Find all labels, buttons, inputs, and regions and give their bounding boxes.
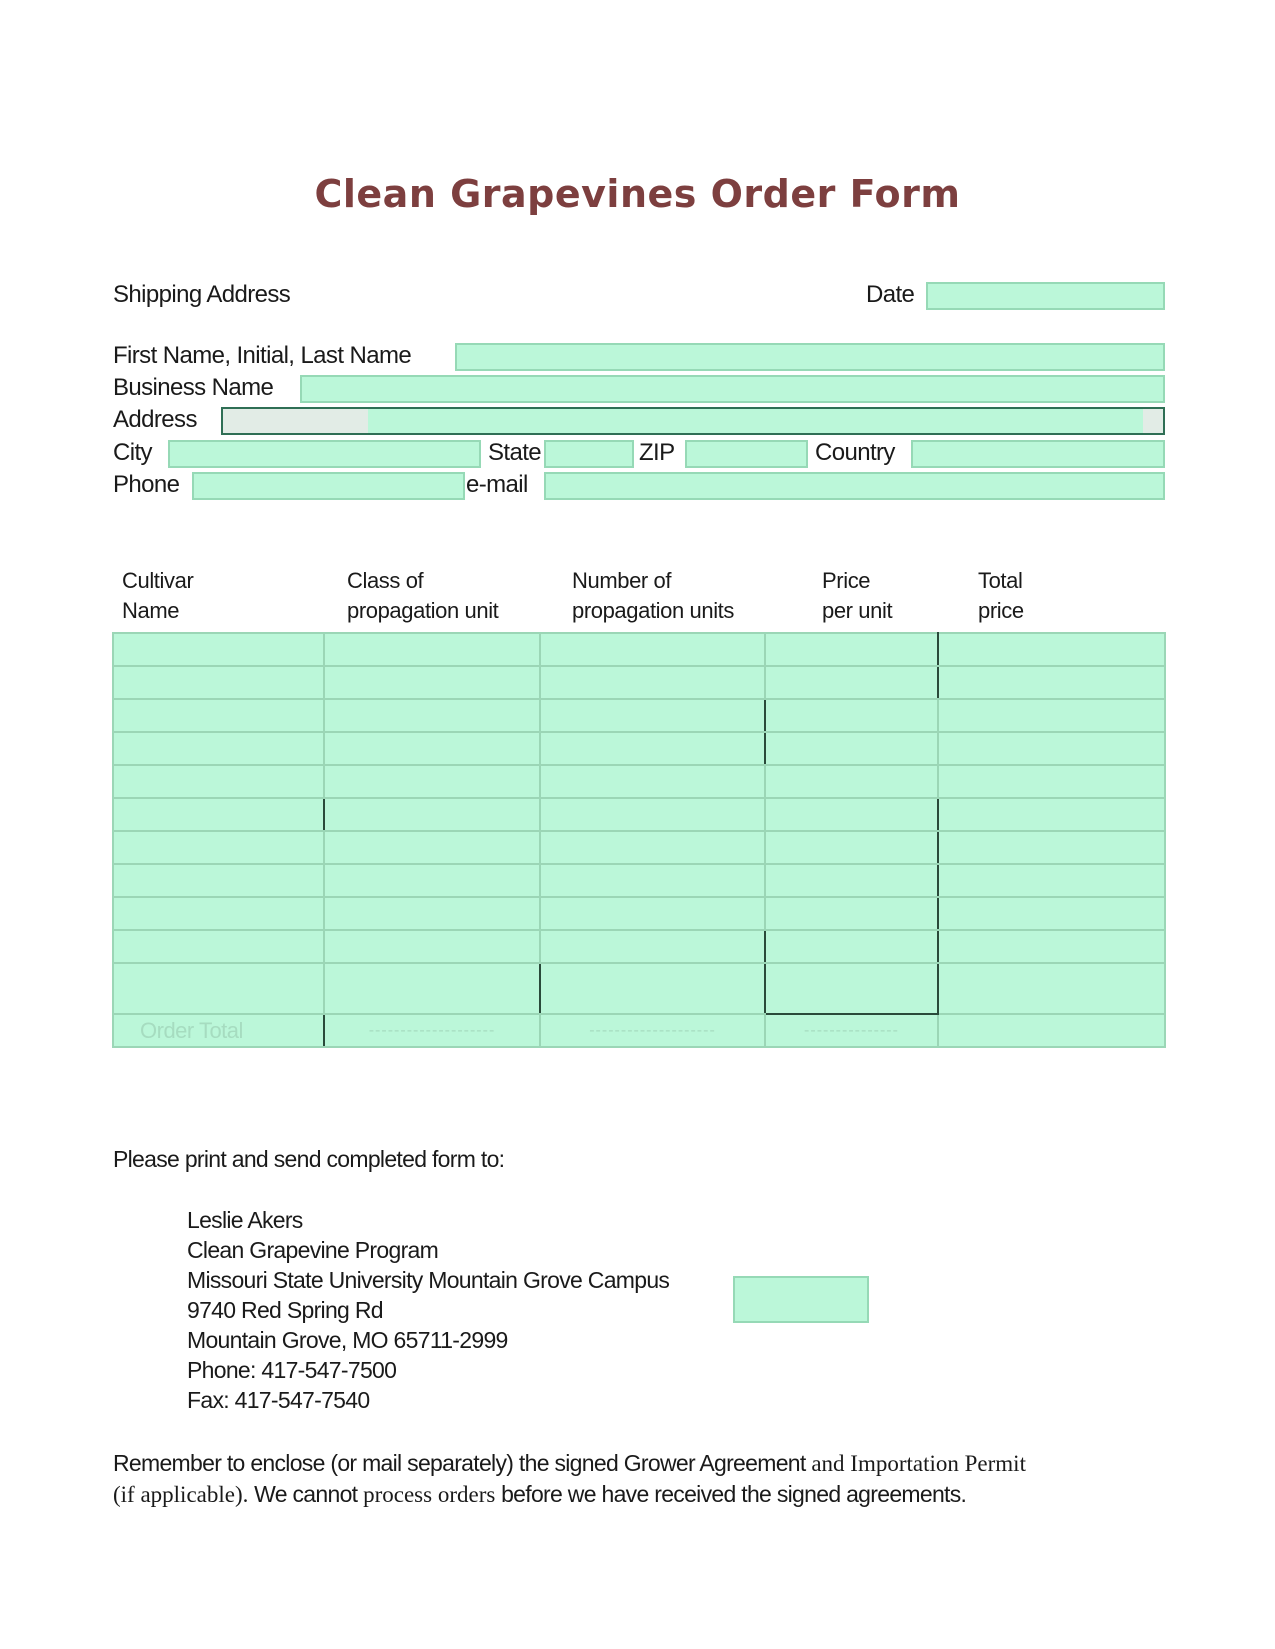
table-row [113,831,1165,864]
page-title: Clean Grapevines Order Form [314,172,961,216]
number-units-cell[interactable] [540,732,765,765]
class-cell[interactable] [324,897,540,930]
total-price-cell[interactable] [938,930,1165,963]
number-units-cell[interactable] [540,633,765,666]
price-per-unit-cell[interactable] [765,732,938,765]
cultivar-name-cell[interactable] [113,798,324,831]
header-class-of-propagation-unit: Class of propagation unit [347,568,499,623]
reminder-text-5: process orders [357,1482,502,1507]
reminder-paragraph [113,1448,1173,1510]
order-total-row [113,1014,1165,1047]
city-label: City [113,439,152,466]
class-cell[interactable] [324,633,540,666]
price-per-unit-cell[interactable] [765,864,938,897]
table-row [113,930,1165,963]
price-per-unit-cell[interactable] [765,699,938,732]
contact-city-line: Mountain Grove, MO 65711-2999 [187,1327,508,1353]
number-units-cell[interactable] [540,930,765,963]
table-row [113,963,1165,1014]
table-row [113,699,1165,732]
cultivar-name-cell[interactable] [113,732,324,765]
table-row [113,633,1165,666]
contact-campus: Missouri State University Mountain Grove Campus [187,1267,670,1293]
price-per-unit-cell[interactable] [765,633,938,666]
table-row [113,897,1165,930]
contact-fax: Fax: 417-547-7540 [187,1387,370,1413]
class-dashes: -------------------- [324,1014,540,1047]
class-cell[interactable] [324,864,540,897]
number-units-cell[interactable] [540,798,765,831]
price-per-unit-cell[interactable] [765,765,938,798]
cultivar-name-cell[interactable] [113,699,324,732]
order-table [112,632,1166,1048]
price-per-unit-cell[interactable] [765,666,938,699]
date-field[interactable] [926,282,1165,310]
contact-name: Leslie Akers [187,1207,303,1233]
address-field[interactable] [221,407,1165,435]
class-cell[interactable] [324,963,540,1014]
price-per-unit-cell[interactable] [765,831,938,864]
class-cell[interactable] [324,798,540,831]
class-cell[interactable] [324,765,540,798]
price-dashes: --------------- [765,1014,938,1047]
order-total-field[interactable] [938,1014,1165,1047]
cultivar-name-cell[interactable] [113,930,324,963]
contact-address-block [187,1205,669,1415]
number-units-dashes: -------------------- [540,1014,765,1047]
number-units-cell[interactable] [540,666,765,699]
table-row [113,864,1165,897]
reminder-text-6: before we have received the signed agreements. [501,1481,967,1507]
number-units-cell[interactable] [540,963,765,1014]
number-units-cell[interactable] [540,831,765,864]
business-name-field[interactable] [300,375,1165,403]
address-field-prefix [223,409,368,433]
city-field[interactable] [168,440,481,468]
number-units-cell[interactable] [540,897,765,930]
cultivar-name-cell[interactable] [113,864,324,897]
total-price-cell[interactable] [938,864,1165,897]
class-cell[interactable] [324,930,540,963]
reminder-text-4: We cannot [254,1481,358,1507]
total-price-cell[interactable] [938,699,1165,732]
cultivar-name-cell[interactable] [113,831,324,864]
extra-input-box[interactable] [733,1276,869,1323]
date-label: Date [866,281,915,308]
class-cell[interactable] [324,666,540,699]
total-price-cell[interactable] [938,897,1165,930]
country-label: Country [815,439,895,466]
cultivar-name-cell[interactable] [113,963,324,1014]
email-label: e-mail [466,471,528,498]
state-label: State [488,439,542,466]
name-label: First Name, Initial, Last Name [113,342,412,369]
contact-street: 9740 Red Spring Rd [187,1297,383,1323]
total-price-cell[interactable] [938,765,1165,798]
class-cell[interactable] [324,732,540,765]
total-price-cell[interactable] [938,633,1165,666]
price-per-unit-cell[interactable] [765,897,938,930]
zip-field[interactable] [685,440,808,468]
phone-field[interactable] [192,472,465,500]
business-name-label: Business Name [113,374,274,401]
phone-label: Phone [113,471,180,498]
class-cell[interactable] [324,831,540,864]
total-price-cell[interactable] [938,798,1165,831]
total-price-cell[interactable] [938,732,1165,765]
header-total-price: Total price [978,568,1024,623]
zip-label: ZIP [639,439,675,466]
state-field[interactable] [544,440,634,468]
shipping-address-heading: Shipping Address [113,281,291,308]
price-per-unit-cell[interactable] [765,930,938,963]
price-per-unit-cell[interactable] [765,798,938,831]
order-total-label: Order Total [113,1014,324,1047]
reminder-text-3: (if applicable). [113,1482,255,1507]
cultivar-name-cell[interactable] [113,666,324,699]
country-field[interactable] [911,440,1165,468]
total-price-cell[interactable] [938,666,1165,699]
number-units-cell[interactable] [540,864,765,897]
cultivar-name-cell[interactable] [113,765,324,798]
header-number-of-propagation-units: Number of propagation units [572,568,734,623]
address-label: Address [113,406,197,433]
table-row [113,765,1165,798]
send-instructions: Please print and send completed form to: [113,1146,505,1172]
full-name-field[interactable] [455,343,1165,371]
reminder-text-1: Remember to enclose (or mail separately) the signed Grower Agreement [113,1450,806,1476]
number-units-cell[interactable] [540,699,765,732]
class-cell[interactable] [324,699,540,732]
total-price-cell[interactable] [938,963,1165,1014]
table-row [113,732,1165,765]
header-price-per-unit: Price per unit [822,568,893,623]
address-field-suffix [1143,409,1163,433]
cultivar-name-cell[interactable] [113,633,324,666]
table-row [113,666,1165,699]
total-price-cell[interactable] [938,831,1165,864]
number-units-cell[interactable] [540,765,765,798]
email-field[interactable] [544,472,1165,500]
contact-phone: Phone: 417-547-7500 [187,1357,397,1383]
header-cultivar-name: Cultivar Name [122,568,194,623]
price-per-unit-cell[interactable] [765,963,938,1014]
reminder-text-2: and Importation Permit [805,1451,1026,1476]
contact-program: Clean Grapevine Program [187,1237,439,1263]
cultivar-name-cell[interactable] [113,897,324,930]
table-row [113,798,1165,831]
